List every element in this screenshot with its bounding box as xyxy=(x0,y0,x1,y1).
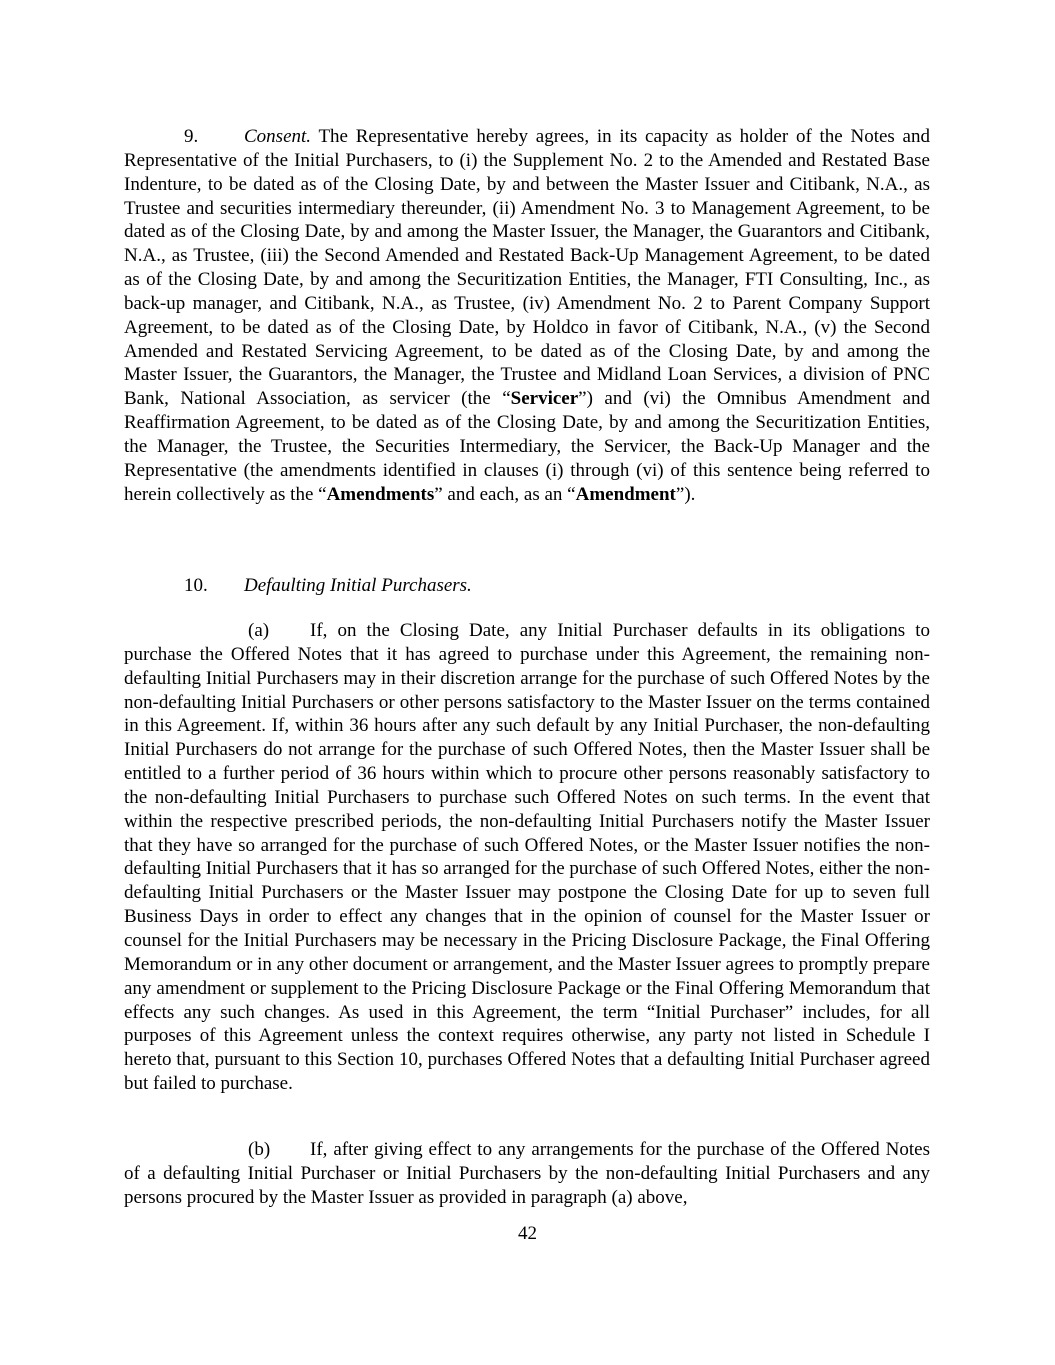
section-10-number: 10. xyxy=(184,575,208,596)
paragraph-a-text-block xyxy=(124,619,930,1096)
section-9-text-3: ” and each, as an “ xyxy=(434,483,576,505)
section-9-number: 9. xyxy=(184,126,199,147)
page-number: 42 xyxy=(518,1223,537,1244)
section-9-text-4: ”). xyxy=(675,483,696,505)
defined-term-servicer: Servicer xyxy=(510,388,579,410)
section-10-paragraph-a xyxy=(124,619,930,1096)
section-10-heading-line xyxy=(124,574,930,598)
paragraph-b-text-block xyxy=(124,1138,930,1210)
section-9-text-2: ”) and (vi) the Omnibus Amendment and Reaffirmation Agreement, to be dated as of the Closing Date, by and among the Securitization Entities, the Manager, the Trustee, the Securities Intermediary, the Servicer, the Back-Up Manager and the Representative (the amendments identified in clauses (i) through (vi) of this sentence being referred to herein collectively as the “ xyxy=(124,388,930,505)
paragraph-a-text: If, on the Closing Date, any Initial Purchaser defaults in its obligations to purchase the Offered Notes that it has agreed to purchase under this Agreement, the remaining non-defaulting Initial Purchasers may in their discretion arrange for the purchase of such Offered Notes by the non-defaulting Initial Purchasers or other persons satisfactory to the Master Issuer on the terms contained in this Agreement. If, within 36 hours after any such default by any Initial Purchaser, the non-defaulting Initial Purchasers do not arrange for the purchase of such Offered Notes, then the Master Issuer shall be entitled to a further period of 36 hours within which to procure other persons reasonably satisfactory to the non-defaulting Initial Purchasers to purchase such Offered Notes on such terms. In the event that within the respective prescribed periods, the non-defaulting Initial Purchasers notify the Master Issuer that they have so arranged for the purchase of such Offered Notes, or the Master Issuer notifies the non-defaulting Initial Purchasers that it has so arranged for the purchase of such Offered Notes, either the non-defaulting Initial Purchasers or the Master Issuer may postpone the Closing Date for up to seven full Business Days in order to effect any changes that in the opinion of counsel for the Master Issuer or counsel for the Initial Purchasers may be necessary in the Pricing Disclosure Package, the Final Offering Memorandum or in any other document or arrangement, and the Master Issuer agrees to promptly prepare any amendment or supplement to the Pricing Disclosure Package or the Final Offering Memorandum that effects any such changes. As used in this Agreement, the term “Initial Purchaser” includes, for all purposes of this Agreement unless the context requires otherwise, any party not listed in Schedule I hereto that, pursuant to this Section 10, purchases Offered Notes that a defaulting Initial Purchaser agreed but failed to purchase. xyxy=(124,620,930,1095)
section-10-heading xyxy=(124,574,930,598)
section-9-text-1: The Representative hereby agrees, in its capacity as holder of the Notes and Representative of the Initial Purchasers, to (i) the Supplement No. 2 to the Amended and Restated Base Indenture, to be dated as of the Closing Date, by and between the Master Issuer and Citibank, N.A., as Trustee and securities intermediary thereunder, (ii) Amendment No. 3 to Management Agreement, to be dated as of the Closing Date, by and among the Master Issuer, the Manager, the Guarantors and Citibank, N.A., as Trustee, (iii) the Second Amended and Restated Back-Up Management Agreement, to be dated as of the Closing Date, by and among the Securitization Entities, the Manager, FTI Consulting, Inc., as back-up manager, and Citibank, N.A., as Trustee, (iv) Amendment No. 2 to Parent Company Support Agreement, to be dated as of the Closing Date, by Holdco in favor of Citibank, N.A., (v) the Second Amended and Restated Servicing Agreement, to be dated as of the Closing Date, by and among the Master Issuer, the Guarantors, the Manager, the Trustee and Midland Loan Services, a division of PNC Bank, National Association, as servicer (the “ xyxy=(124,126,930,410)
section-9-consent xyxy=(124,125,930,507)
paragraph-b-text: If, after giving effect to any arrangements for the purchase of the Offered Notes of a defaulting Initial Purchaser or Initial Purchasers by the non-defaulting Initial Purchasers and any persons procured by the Master Issuer as provided in paragraph (a) above, xyxy=(124,1139,930,1208)
defined-term-amendments: Amendments xyxy=(326,483,435,505)
section-10-paragraph-b xyxy=(124,1138,930,1210)
section-9-paragraph xyxy=(124,125,930,507)
section-10-title: Defaulting Initial Purchasers. xyxy=(244,575,472,596)
section-9-title: Consent. xyxy=(244,126,312,147)
defined-term-amendment: Amendment xyxy=(575,483,676,505)
paragraph-b-label: (b) xyxy=(248,1139,271,1160)
paragraph-a-label: (a) xyxy=(248,620,270,641)
